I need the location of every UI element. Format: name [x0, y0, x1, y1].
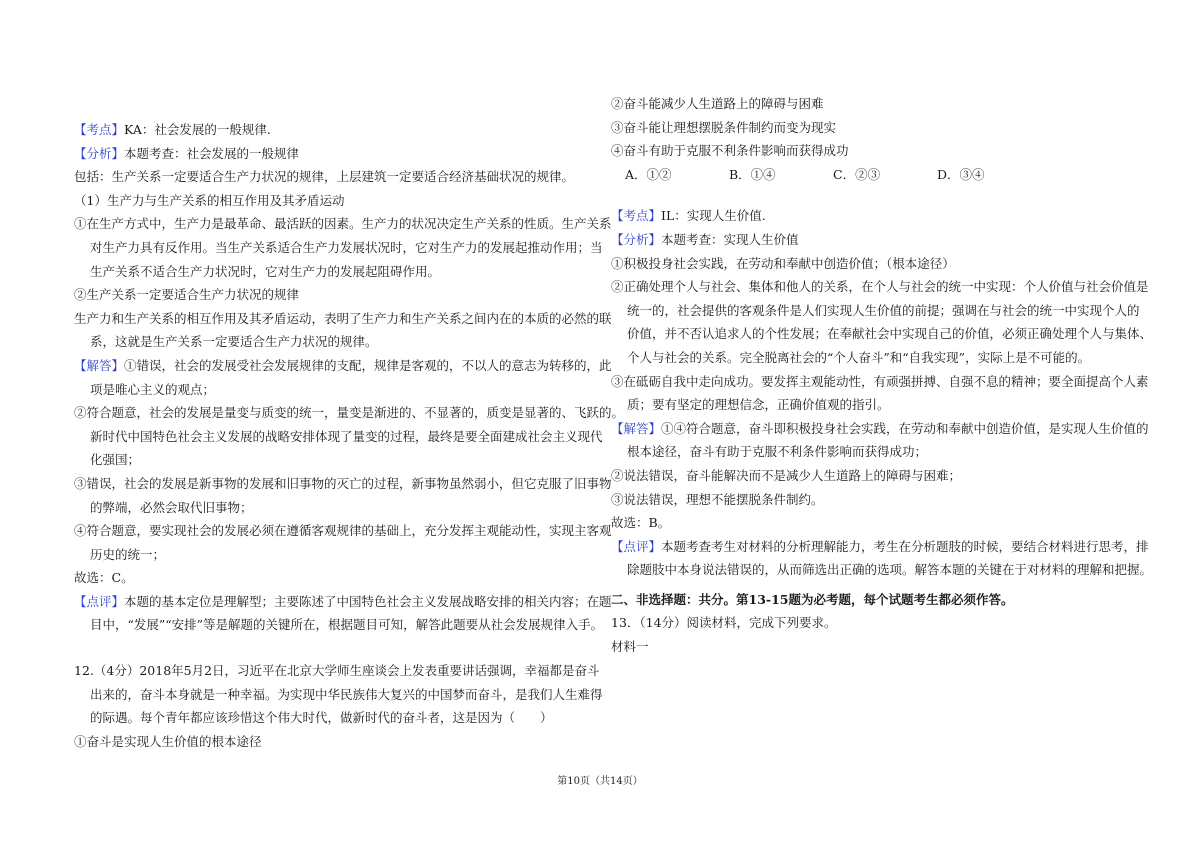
text-line: ②生产关系一定要适合生产力状况的规律 — [74, 287, 300, 303]
text-line: 生产力和生产关系的相互作用及其矛盾运动，表明了生产力和生产关系之间内在的本质的必然的联 — [74, 310, 612, 326]
kaodian-line: 【考点】KA：社会发展的一般规律. — [74, 122, 271, 137]
text-line: ②说法错误，奋斗能解决而不是减少人生道路上的障碍与困难； — [611, 467, 962, 483]
text-line: ②奋斗能减少人生道路上的障碍与困难 — [611, 96, 824, 111]
dianping-line: 【点评】本题考查考生对材料的分析理解能力，考生在分析题肢的时候，要结合材料进行思考，排 — [611, 538, 1149, 554]
text-line: 历史的统一； — [90, 546, 166, 562]
section-heading: 二、非选择题：共分。第13-15题为必考题，每个试题考生都必须作答。 — [611, 591, 1014, 607]
jieda-tag: 【解答】 — [74, 357, 125, 373]
text-line: ④符合题意，要实现社会的发展必须在遵循客观规律的基础上，充分发挥主观能动性，实现主客观 — [74, 523, 612, 539]
kaodian-tag: 【考点】 — [611, 208, 662, 224]
text-line: 个人与社会的关系。完全脱离社会的“个人奋斗”和“自我实现”，实际上是不可能的。 — [627, 349, 1091, 365]
question-13-stem: 13．（14分）阅读材料，完成下列要求。 — [611, 615, 837, 631]
text-line: 化强国； — [90, 452, 141, 468]
jieda-tag: 【解答】 — [611, 420, 662, 436]
text-line: 对生产力具有反作用。当生产关系适合生产力发展状况时，它对生产力的发展起推动作用；当 — [90, 239, 603, 255]
fenxi-line: 【分析】本题考查：社会发展的一般规律 — [74, 145, 300, 161]
text-line: ①奋斗是实现人生价值的根本途径 — [74, 733, 262, 749]
text-line: 价值，并不否认追求人的个性发展；在奉献社会中实现自己的价值，必须正确处理个人与集体、 — [627, 326, 1153, 342]
text-line: ③说法错误，理想不能摆脱条件制约。 — [611, 491, 824, 507]
text-line: 的际遇。每个青年都应该珍惜这个伟大时代，做新时代的奋斗者，这是因为（ ） — [90, 710, 553, 726]
text-line: ③在砥砺自我中走向成功。要发挥主观能动性，有顽强拼搏、自强不息的精神；要全面提高个人素 — [611, 373, 1149, 389]
text-line: ③奋斗能让理想摆脱条件制约而变为现实 — [611, 119, 837, 135]
text-line: 项是唯心主义的观点； — [90, 381, 216, 397]
option-a: A．①② — [625, 166, 672, 182]
text-line: 的弊端，必然会取代旧事物； — [90, 499, 253, 515]
answer-line: 故选：C。 — [74, 570, 134, 586]
text-line: 出来的，奋斗本身就是一种幸福。为实现中华民族伟大复兴的中国梦而奋斗，是我们人生难得 — [90, 686, 603, 702]
dianping-tag: 【点评】 — [611, 538, 662, 554]
dianping-line: 【点评】本题的基本定位是理解型；主要陈述了中国特色社会主义发展战略安排的相关内容；在题 — [74, 593, 612, 609]
text-line: ①在生产方式中，生产力是最革命、最活跃的因素。生产力的状况决定生产关系的性质。生产关系 — [74, 216, 612, 232]
left-column — [74, 92, 625, 753]
text-line: 目中，“发展”“安排”等是解题的关键所在，根据题目可知，解答此题要从社会发展规律入手。 — [90, 617, 604, 633]
text-line: ②符合题意，社会的发展是量变与质变的统一，量变是渐进的、不显著的，质变是显著的、飞跃的。 — [74, 405, 625, 421]
dianping-tag: 【点评】 — [74, 593, 125, 609]
kaodian-line: 【考点】IL：实现人生价值. — [611, 208, 766, 224]
option-b: B．①④ — [729, 166, 776, 182]
right-column — [611, 92, 1153, 659]
jieda-line: 【解答】①④符合题意，奋斗即积极投身社会实践，在劳动和奉献中创造价值，是实现人生价值的 — [611, 420, 1149, 436]
text-line: 生产关系不适合生产力状况时，它对生产力的发展起阻碍作用。 — [90, 263, 441, 279]
answer-line: 故选：B。 — [611, 515, 671, 531]
fenxi-tag: 【分析】 — [611, 231, 662, 247]
text-line: ④奋斗有助于克服不利条件影响而获得成功 — [611, 143, 849, 159]
text-line: ③错误，社会的发展是新事物的发展和旧事物的灭亡的过程，新事物虽然弱小，但它克服了旧事物 — [74, 475, 612, 491]
text-line: 包括：生产关系一定要适合生产力状况的规律，上层建筑一定要适合经济基础状况的规律。 — [74, 169, 575, 185]
fenxi-line: 【分析】本题考查：实现人生价值 — [611, 231, 799, 247]
text-line: 质；要有坚定的理想信念，正确价值观的指引。 — [627, 397, 890, 413]
fenxi-tag: 【分析】 — [74, 145, 125, 161]
option-c: C．②③ — [833, 166, 881, 182]
jieda-line: 【解答】①错误，社会的发展受社会发展规律的支配，规律是客观的，不以人的意志为转移的，此 — [74, 357, 612, 373]
text-line: 新时代中国特色社会主义发展的战略安排体现了量变的过程，最终是要全面建成社会主义现代 — [90, 428, 603, 444]
option-d: D．③④ — [937, 166, 985, 182]
question-12-stem: 12.（4分）2018年5月2日，习近平在北京大学师生座谈会上发表重要讲话强调，幸福都是奋斗 — [74, 663, 600, 679]
text-line: 根本途径，奋斗有助于克服不利条件影响而获得成功； — [627, 444, 928, 460]
text-line: （1）生产力与生产关系的相互作用及其矛盾运动 — [74, 192, 345, 208]
material-label: 材料一 — [611, 639, 649, 655]
kaodian-tag: 【考点】 — [74, 122, 125, 137]
text-line: ②正确处理个人与社会、集体和他人的关系，在个人与社会的统一中实现：个人价值与社会价值是 — [611, 279, 1149, 295]
text-line: 除题肢中本身说法错误的，从而筛选出正确的选项。解答本题的关键在于对材料的理解和把握。 — [627, 562, 1153, 578]
page-footer: 第10页（共14页） — [557, 776, 643, 787]
answer-options — [611, 163, 1131, 187]
text-line: 系，这就是生产关系一定要适合生产力状况的规律。 — [90, 334, 378, 350]
text-line: 统一的，社会提供的客观条件是人们实现人生价值的前提；强调在与社会的统一中实现个人的 — [627, 302, 1140, 318]
text-line: ①积极投身社会实践，在劳动和奉献中创造价值；（根本途径） — [611, 255, 955, 271]
